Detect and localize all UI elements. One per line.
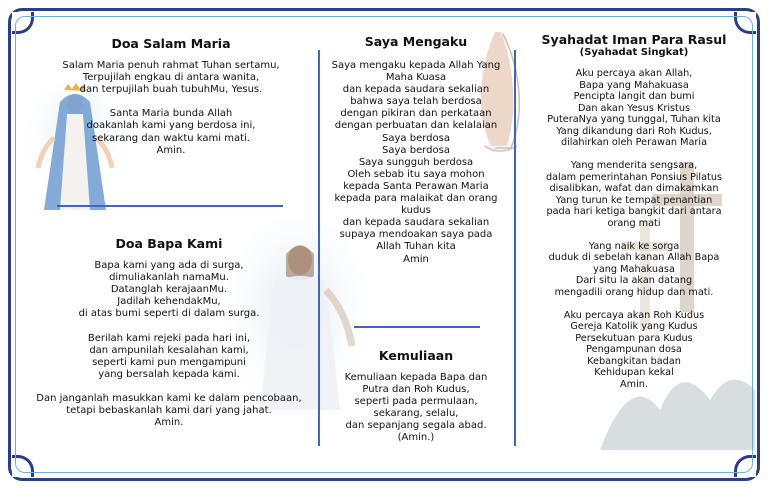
- bapa-kami-text: Bapa kami yang ada di surga, dimuliakanlah namaMu. Datanglah kerajaanMu. Jadilah kehendakMu, di atas bumi seperti di dalam surga. Berilah kami rejeki pada hari ini, dan ampunilah kesalahan kami, seperti kami pun mengampuni yang bersalah kepada kami. Dan janganlah masukkan kami ke dalam pencobaan, tetapi bebaskanlah kami dari yang jahat. Amin.: [36, 260, 302, 429]
- bapa-kami-section: [24, 236, 314, 429]
- syahadat-text: Aku percaya akan Allah, Bapa yang Mahakuasa Pencipta langit dan bumi Dan akan Yesus Kristus PuteraNya yang tunggal, Tuhan kita Yang dikandung dari Roh Kudus, dilahirkan oleh Perawan Maria Yang menderita sengsara, dalam pemerintahan Ponsius Pilatus disalibkan, wafat dan dimakamkan Yang turun ke tempat penantian pada hari ketiga bangkit dari antara orang mati Yang naik ke sorga duduk di sebelah kanan Allah Bapa yang Mahakuasa Dari situ la akan datang mengadili orang hidup dan mati. Aku percaya akan Roh Kudus Gereja Katolik yang Kudus Persekutuan para Kudus Pengampunan dosa Kebangkitan badan Kehidupan kekal Amin.: [545, 68, 723, 390]
- kemuliaan-title: Kemuliaan: [378, 348, 454, 363]
- saya-mengaku-section: [322, 34, 510, 266]
- saya-mengaku-title: Saya Mengaku: [364, 34, 468, 49]
- section-divider-left: [57, 205, 283, 207]
- syahadat-subtitle: (Syahadat Singkat): [579, 47, 689, 58]
- column-divider-left: [318, 50, 320, 446]
- kemuliaan-text: Kemuliaan kepada Bapa dan Putra dan Roh Kudus, seperti pada permulaan, sekarang, selalu, dan sepanjang segala abad. (Amin.): [344, 372, 488, 444]
- bapa-kami-title: Doa Bapa Kami: [115, 236, 223, 251]
- saya-mengaku-text: Saya mengaku kepada Allah Yang Maha Kuasa dan kepada saudara sekalian bahwa saya telah berdosa dengan pikiran dan perkataan dengan perbuatan dan kelalaian Saya berdosa Saya berdosa Saya sungguh berdosa Oleh sebab itu saya mohon kepada Santa Perawan Maria kepada para malaikat dan orang kudus dan kepada saudara sekalian supaya mendoakan saya pada Allah Tuhan kita Amin: [331, 60, 501, 265]
- section-divider-middle: [354, 326, 480, 328]
- syahadat-section: [518, 32, 750, 390]
- salam-maria-section: [28, 36, 314, 157]
- salam-maria-text: Salam Maria penuh rahmat Tuhan sertamu, Terpujilah engkau di antara wanita, dan terpujilah buah tubuhMu, Yesus. Santa Maria bunda Allah doakanlah kami yang berdosa ini, sekarang dan waktu kami mati. Amin.: [62, 60, 280, 156]
- syahadat-title: Syahadat Iman Para Rasul: [541, 32, 727, 47]
- kemuliaan-section: [322, 348, 510, 445]
- salam-maria-title: Doa Salam Maria: [111, 36, 231, 51]
- column-divider-right: [514, 50, 516, 446]
